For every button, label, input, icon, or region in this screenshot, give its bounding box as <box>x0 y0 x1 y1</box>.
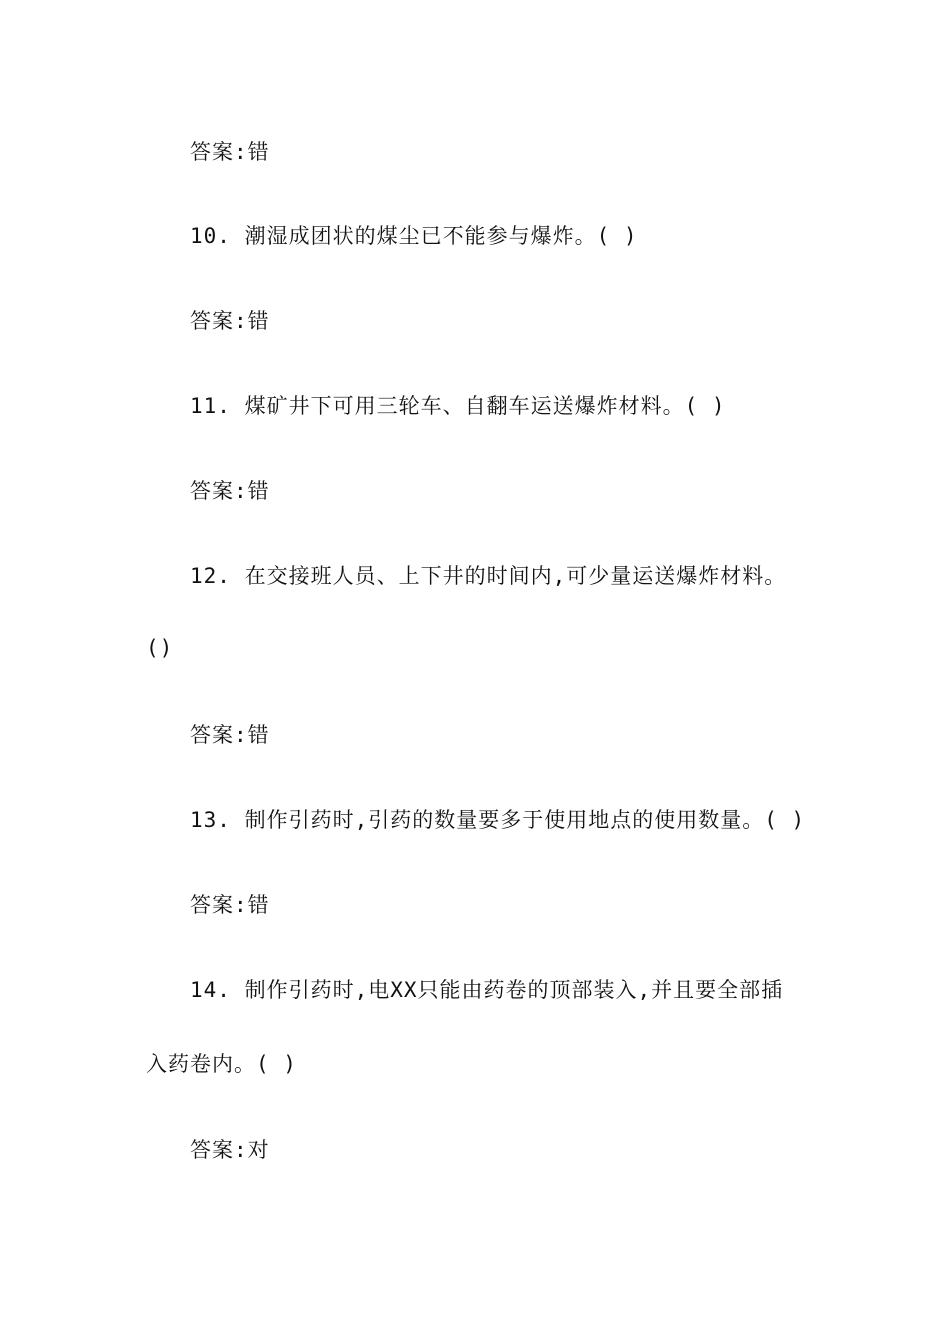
answer-text: 答案:错 <box>190 140 270 164</box>
question-11: 11. 煤矿井下可用三轮车、自翻车运送爆炸材料。( ) <box>190 394 726 418</box>
answer-text: 答案:错 <box>190 893 270 917</box>
answer-text: 答案:错 <box>190 479 270 503</box>
question-14: 14. 制作引药时,电XX只能由药卷的顶部装入,并且要全部插 <box>190 978 784 1002</box>
answer-text: 答案:错 <box>190 309 270 333</box>
answer-text: 答案:错 <box>190 723 270 747</box>
question-12-continuation: () <box>146 636 174 660</box>
question-10: 10. 潮湿成团状的煤尘已不能参与爆炸。( ) <box>190 224 638 248</box>
question-12: 12. 在交接班人员、上下井的时间内,可少量运送爆炸材料。 <box>190 564 787 588</box>
question-14-continuation: 入药卷内。( ) <box>146 1052 297 1076</box>
question-13: 13. 制作引药时,引药的数量要多于使用地点的使用数量。( ) <box>190 808 806 832</box>
answer-text: 答案:对 <box>190 1138 270 1162</box>
